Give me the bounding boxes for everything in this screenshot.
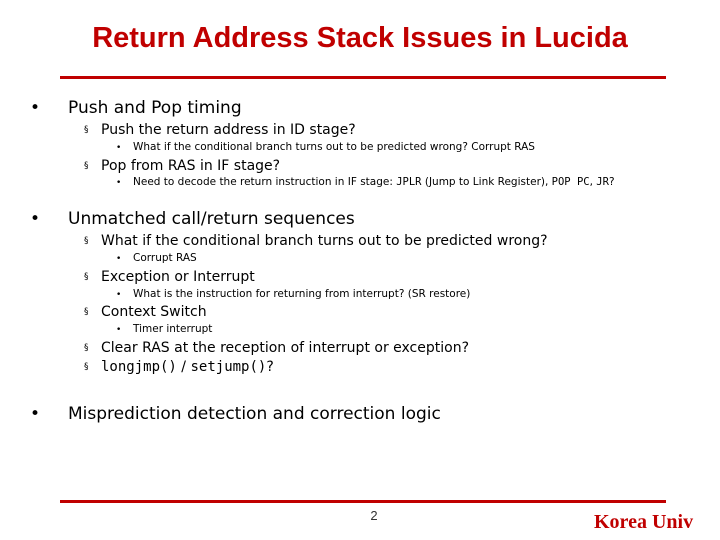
code-setjump: setjump() <box>190 359 267 375</box>
code-longjmp: longjmp() <box>101 359 177 375</box>
detail-marker: • <box>116 254 122 264</box>
page-number: 2 <box>370 508 378 523</box>
subbullet-context-switch <box>84 304 207 320</box>
subbullet-marker: § <box>84 362 89 372</box>
subbullet-marker: § <box>84 272 89 282</box>
subbullet-marker: § <box>84 125 89 135</box>
detail-marker: • <box>116 143 122 153</box>
subbullet-text: Context Switch <box>101 304 207 320</box>
detail-text: What is the instruction for returning from interrupt? (SR restore) <box>133 288 471 300</box>
detail-timer-interrupt <box>116 323 212 335</box>
detail-marker: • <box>116 290 122 300</box>
code-jplr: JPLR <box>396 176 422 188</box>
bullet-text: Push and Pop timing <box>68 98 242 118</box>
subbullet-longjmp-setjump <box>84 359 274 375</box>
title-divider <box>60 76 666 79</box>
subbullet-pop-if-stage <box>84 158 280 174</box>
subbullet-marker: § <box>84 236 89 246</box>
detail-text: (Jump to Link Register), <box>421 176 552 188</box>
subbullet-marker: § <box>84 343 89 353</box>
bullet-marker: • <box>30 98 41 118</box>
detail-sr-restore <box>116 288 470 300</box>
bullet-unmatched-sequences <box>30 209 355 229</box>
subbullet-text: ? <box>266 359 274 375</box>
detail-text: Corrupt RAS <box>133 252 197 264</box>
subbullet-marker: § <box>84 307 89 317</box>
subbullet-text: Push the return address in ID stage? <box>101 122 356 138</box>
subbullet-text: Clear RAS at the reception of interrupt or exception? <box>101 340 470 356</box>
subbullet-exception-interrupt <box>84 269 255 285</box>
detail-text: ? <box>608 176 615 188</box>
footer-divider <box>60 500 666 503</box>
bullet-push-pop-timing <box>30 98 242 118</box>
bullet-text: Misprediction detection and correction logic <box>68 404 441 424</box>
bullet-marker: • <box>30 404 41 424</box>
subbullet-text: What if the conditional branch turns out to be predicted wrong? <box>101 233 548 249</box>
detail-corrupt-ras-2 <box>116 252 197 264</box>
subbullet-text: Exception or Interrupt <box>101 269 255 285</box>
slide-title: Return Address Stack Issues in Lucida <box>92 22 628 54</box>
subbullet-branch-mispredict <box>84 233 548 249</box>
subbullet-clear-ras <box>84 340 469 356</box>
bullet-misprediction-logic <box>30 404 441 424</box>
bullet-marker: • <box>30 209 41 229</box>
detail-text: , <box>589 176 597 188</box>
subbullet-text: / <box>176 359 191 375</box>
subbullet-text: Pop from RAS in IF stage? <box>101 158 281 174</box>
detail-marker: • <box>116 325 122 335</box>
detail-marker: • <box>116 178 122 188</box>
detail-decode-return <box>116 176 615 188</box>
detail-text: Timer interrupt <box>133 323 213 335</box>
subbullet-marker: § <box>84 161 89 171</box>
code-jr: JR <box>596 176 609 188</box>
detail-text: Need to decode the return instruction in IF stage: <box>133 176 397 188</box>
bullet-text: Unmatched call/return sequences <box>68 209 355 229</box>
code-pop-pc: POP PC <box>551 176 590 188</box>
brand-logo-text: Korea Univ <box>594 511 694 533</box>
detail-text: What if the conditional branch turns out to be predicted wrong? Corrupt RAS <box>133 141 535 153</box>
subbullet-push-id-stage <box>84 122 356 138</box>
detail-corrupt-ras <box>116 141 535 153</box>
